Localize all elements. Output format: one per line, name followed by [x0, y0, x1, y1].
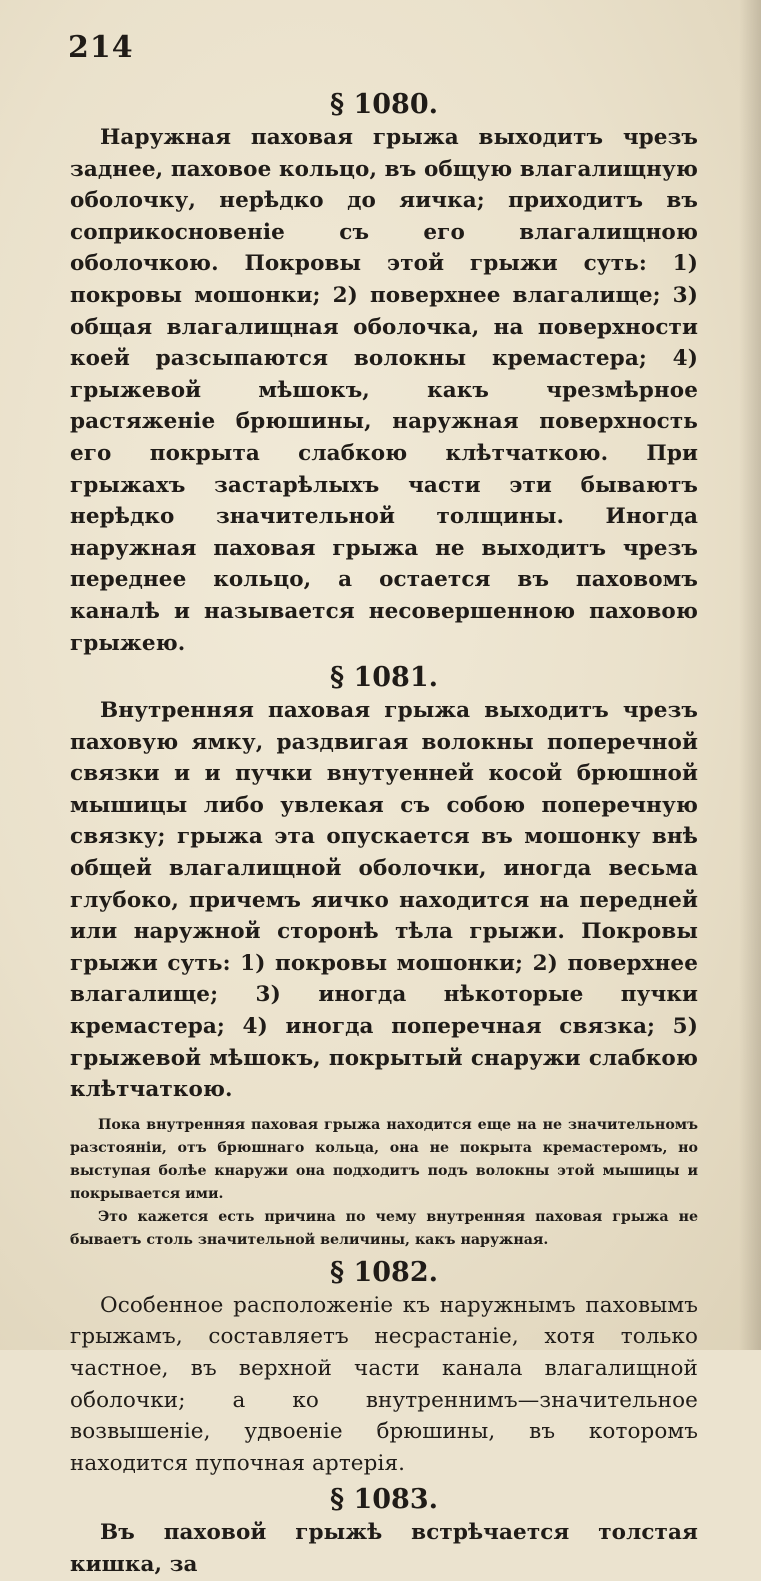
section-title: § 1082.: [329, 1256, 439, 1288]
section-title: § 1081.: [329, 662, 439, 694]
section-title: § 1080.: [329, 89, 439, 120]
section-paragraph: Внутренняя паховая грыжа выходитъ чрезъ паховую ямку, раздвигая волокны поперечной связки и и пучки внутуенней косой брюшной мышицы либо увлекая съ собою поперечную связку; грыжа эта опускается въ мошонку внѣ общей влагалищной оболочки, иногда весьма глубоко, причемъ яичко находится на передней или наружной сторонѣ тѣла грыжи. Покровы грыжи суть: 1) покровы мошонки; 2) поверхнее влагалище; 3) иногда нѣкоторые пучки кремастера; 4) иногда поперечная связка; 5) грыжевой мѣшокъ, покрытый снаружи слабкою клѣтчаткою.: [70, 698, 698, 1103]
section-paragraph: Наружная паховая грыжа выходитъ чрезъ заднее, паховое кольцо, въ общую влагалищную оболочку, нерѣдко до яичка; приходитъ въ соприкосновеніе съ его влагалищною оболочкою. Покровы этой грыжи суть: 1) покровы мошонки; 2) поверхнее влагалище; 3) общая влагалищная оболочка, на поверхности коей разсыпаются волокны кремастера; 4) грыжевой мѣшокъ, какъ чрезмѣрное растяженіе брюшины, наружная поверхность его покрыта слабкою клѣтчаткою. При грыжахъ застарѣлыхъ части эти бываютъ нерѣдко значительной толщины. Иногда наружная паховая грыжа не выходитъ чрезъ переднее кольцо, а остается въ паховомъ каналѣ и называется несовершенною паховою грыжею.: [70, 125, 698, 656]
section-1082: [70, 1256, 698, 1480]
footnote: Это кажется есть причина по чему внутренняя паховая грыжа не бываетъ столь значительной величины, какъ наружная.: [70, 1208, 698, 1248]
section-paragraph: Въ паховой грыжѣ встрѣчается толстая кишка, за: [70, 1520, 698, 1577]
page-content: [70, 88, 698, 1581]
section-1081: [70, 661, 698, 1252]
page-edge-shadow: [739, 0, 761, 1350]
section-1080: [70, 88, 698, 659]
section-1083: [70, 1483, 698, 1580]
page-number: 214: [68, 30, 134, 65]
section-paragraph: Особенное расположеніе къ наружнымъ паховымъ грыжамъ, составляетъ несрастаніе, хотя только частное, въ верхной части канала влагалищной оболочки; а ко внутреннимъ—значительное возвышеніе, удвоеніе брюшины, въ которомъ находится пупочная артерія.: [70, 1292, 698, 1476]
section-title: § 1083.: [329, 1484, 439, 1516]
footnote: Пока внутренняя паховая грыжа находится еще на не значительномъ разстояніи, отъ брюшнаго кольца, она не покрыта кремастеромъ, но выступая болѣе кнаружи она подходитъ подъ волокны этой мышицы и покрывается ими.: [70, 1116, 698, 1202]
